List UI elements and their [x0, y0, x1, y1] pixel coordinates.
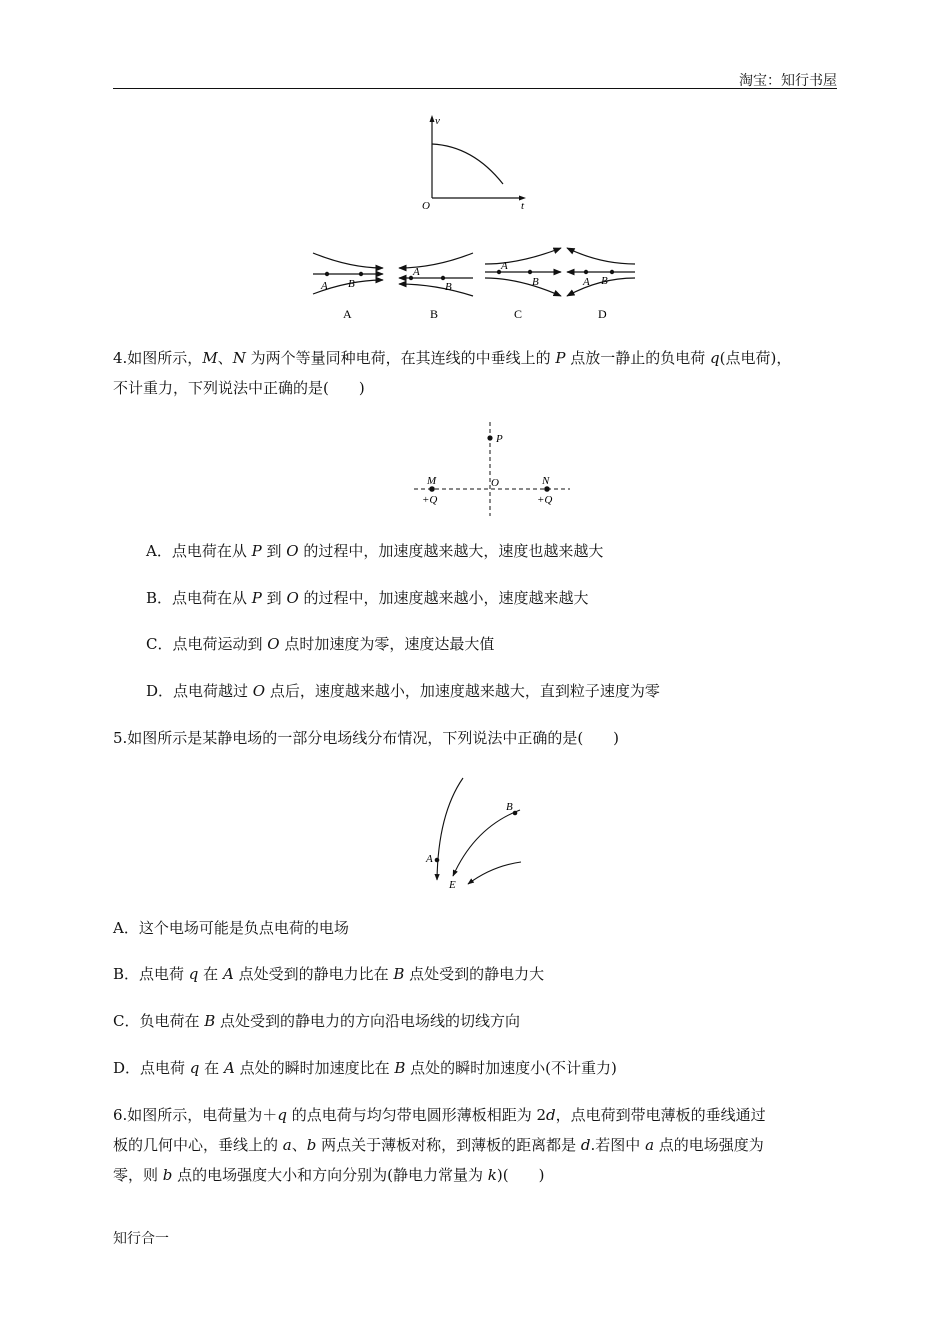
vt-y-arrow	[430, 115, 435, 122]
option-a-point-b: B	[348, 278, 355, 290]
q4-label-o: O	[491, 477, 499, 489]
vt-y-label: v	[435, 115, 440, 127]
option-c-point-a: A	[501, 260, 508, 272]
q5-option-a: A．这个电场可能是负点电荷的电场	[113, 919, 349, 937]
q6-stem-line2: 板的几何中心，垂线上的 a、b 两点关于薄板对称，到薄板的距离都是 d.若图中 a 点的电场强度为	[113, 1136, 764, 1154]
q4-stem-line1: 4.如图所示，M、N 为两个等量同种电荷，在其连线的中垂线上的 P 点放一静止的负电荷 q(点电荷)，	[113, 349, 792, 367]
q4-label-charge-left: +Q	[422, 494, 438, 506]
option-b-point-a: A	[413, 266, 420, 278]
q6-stem-line3: 零，则 b 点的电场强度大小和方向分别为(静电力常量为 k)( )	[113, 1166, 545, 1184]
q5-figure	[420, 772, 535, 892]
q4-charge-n	[544, 486, 550, 492]
option-c-point-b: B	[532, 276, 539, 288]
option-d-point-a: A	[583, 276, 590, 288]
q4-label-n: N	[542, 475, 550, 487]
q4-label-m: M	[427, 475, 437, 487]
q4-option-d: D．点电荷越过 O 点后，速度越来越小，加速度越来越大，直到粒子速度为零	[146, 682, 660, 700]
q5-label-a: A	[426, 853, 433, 865]
option-a-point-a: A	[321, 280, 328, 292]
q5-point-a	[435, 858, 440, 863]
vt-origin-label: O	[422, 200, 430, 212]
option-b-point-b: B	[445, 281, 452, 293]
option-d-point-b: B	[601, 275, 608, 287]
option-c-figure	[485, 248, 561, 296]
figure-options-field-lines	[305, 238, 645, 323]
option-b-figure	[399, 253, 473, 296]
option-d-figure	[567, 248, 635, 296]
q5-option-d: D．点电荷 q 在 A 点处的瞬时加速度比在 B 点处的瞬时加速度小(不计重力)	[113, 1059, 617, 1077]
q4-option-b: B．点电荷在从 P 到 O 的过程中，加速度越来越小，速度越来越大	[146, 589, 589, 607]
q4-label-charge-right: +Q	[537, 494, 553, 506]
q5-label-b: B	[506, 801, 513, 813]
q5-point-b	[513, 811, 518, 816]
q4-stem-line2: 不计重力，下列说法中正确的是( )	[113, 379, 365, 397]
vt-x-label: t	[521, 200, 525, 212]
q4-charge-m	[429, 486, 435, 492]
q5-field-line-middle	[453, 810, 520, 876]
footer-text: 知行合一	[113, 1231, 169, 1247]
q4-label-p: P	[496, 433, 503, 445]
figure-vt-graph	[415, 112, 535, 212]
q5-option-b: B．点电荷 q 在 A 点处受到的静电力比在 B 点处受到的静电力大	[113, 965, 545, 983]
q5-field-line-right	[468, 862, 521, 884]
q5-stem: 5.如图所示是某静电场的一部分电场线分布情况，下列说法中正确的是( )	[113, 729, 620, 747]
vt-curve	[432, 144, 503, 184]
q5-label-e: E	[449, 879, 456, 891]
header-divider	[113, 88, 837, 89]
q4-option-a: A．点电荷在从 P 到 O 的过程中，加速度越来越大，速度也越来越大	[146, 542, 604, 560]
header-title: 淘宝：知行书屋	[739, 73, 837, 89]
q4-figure	[410, 420, 575, 520]
q5-option-c: C．负电荷在 B 点处受到的静电力的方向沿电场线的切线方向	[113, 1012, 521, 1030]
option-label-b: B	[430, 307, 439, 321]
option-a-figure	[313, 253, 383, 294]
option-label-a: A	[343, 307, 352, 321]
q4-point-p	[487, 435, 492, 440]
q6-stem-line1: 6.如图所示，电荷量为＋q 的点电荷与均匀带电圆形薄板相距为 2d，点电荷到带电薄板的垂线通过	[113, 1106, 766, 1124]
q4-option-c: C．点电荷运动到 O 点时加速度为零，速度达最大值	[146, 635, 495, 653]
option-label-d: D	[598, 307, 607, 321]
option-label-c: C	[514, 307, 523, 321]
